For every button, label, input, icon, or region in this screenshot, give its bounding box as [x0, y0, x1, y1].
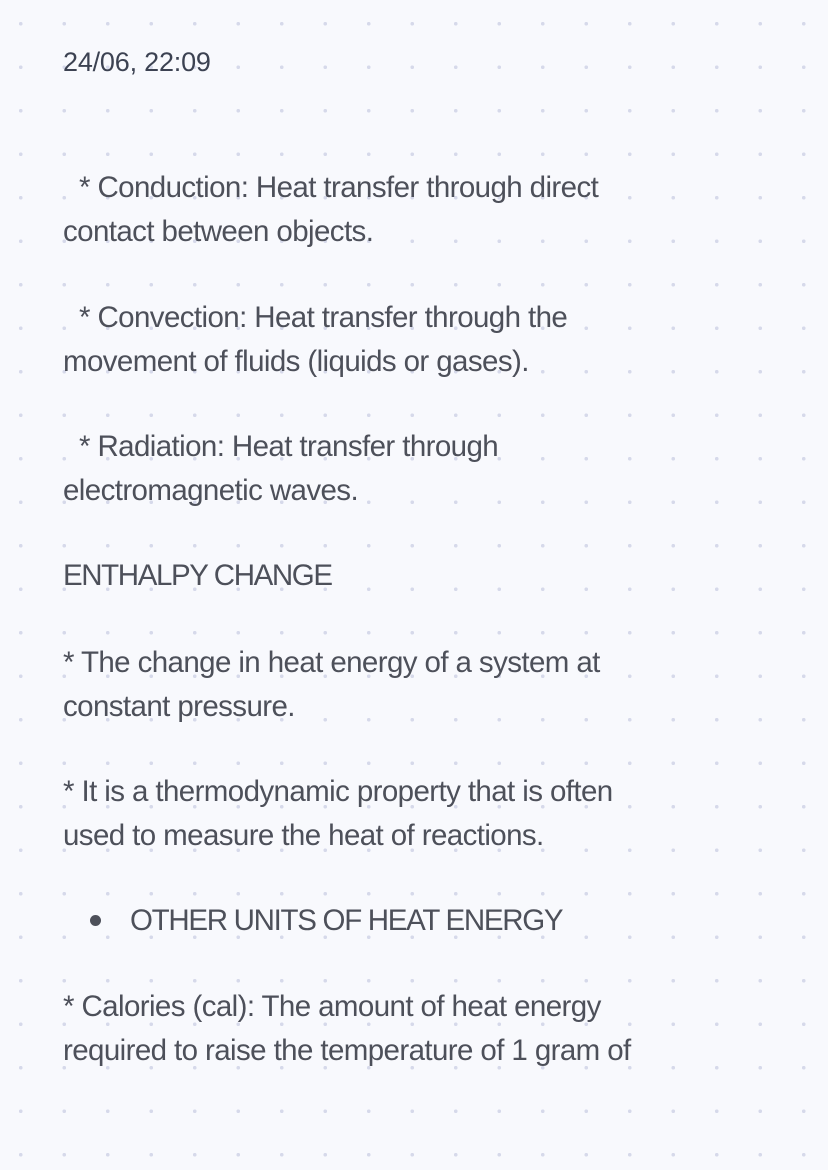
radiation-paragraph[interactable] [63, 425, 763, 512]
conduction-paragraph[interactable] [63, 166, 763, 253]
enthalpy-property-line-2: used to measure the heat of reactions. [63, 818, 544, 852]
calories-line-1: * Calories (cal): The amount of heat energy [63, 990, 601, 1023]
calories-line-2: required to raise the temperature of 1 gram of [63, 1033, 631, 1067]
convection-line-2: movement of fluids (liquids or gases). [63, 344, 529, 378]
conduction-line-1: * Conduction: Heat transfer through direct [79, 171, 599, 204]
enthalpy-heading[interactable]: ENTHALPY CHANGE [63, 559, 332, 592]
calories-paragraph[interactable] [63, 985, 763, 1072]
convection-line-1: * Convection: Heat transfer through the [79, 301, 568, 334]
radiation-line-1: * Radiation: Heat transfer through [79, 430, 499, 463]
convection-paragraph[interactable] [63, 296, 763, 383]
note-timestamp: 24/06, 22:09 [63, 47, 211, 77]
enthalpy-definition-paragraph[interactable] [63, 641, 763, 728]
bullet-item-label: OTHER UNITS OF HEAT ENERGY [130, 904, 563, 937]
enthalpy-definition-line-1: * The change in heat energy of a system at [63, 646, 600, 679]
conduction-line-2: contact between objects. [63, 214, 374, 248]
enthalpy-property-line-1: * It is a thermodynamic property that is often [63, 775, 613, 808]
enthalpy-property-paragraph[interactable] [63, 770, 763, 857]
bullet-dot-icon [90, 915, 101, 926]
radiation-line-2: electromagnetic waves. [63, 473, 359, 507]
bullet-list-item[interactable] [90, 899, 562, 943]
enthalpy-definition-line-2: constant pressure. [63, 689, 295, 723]
